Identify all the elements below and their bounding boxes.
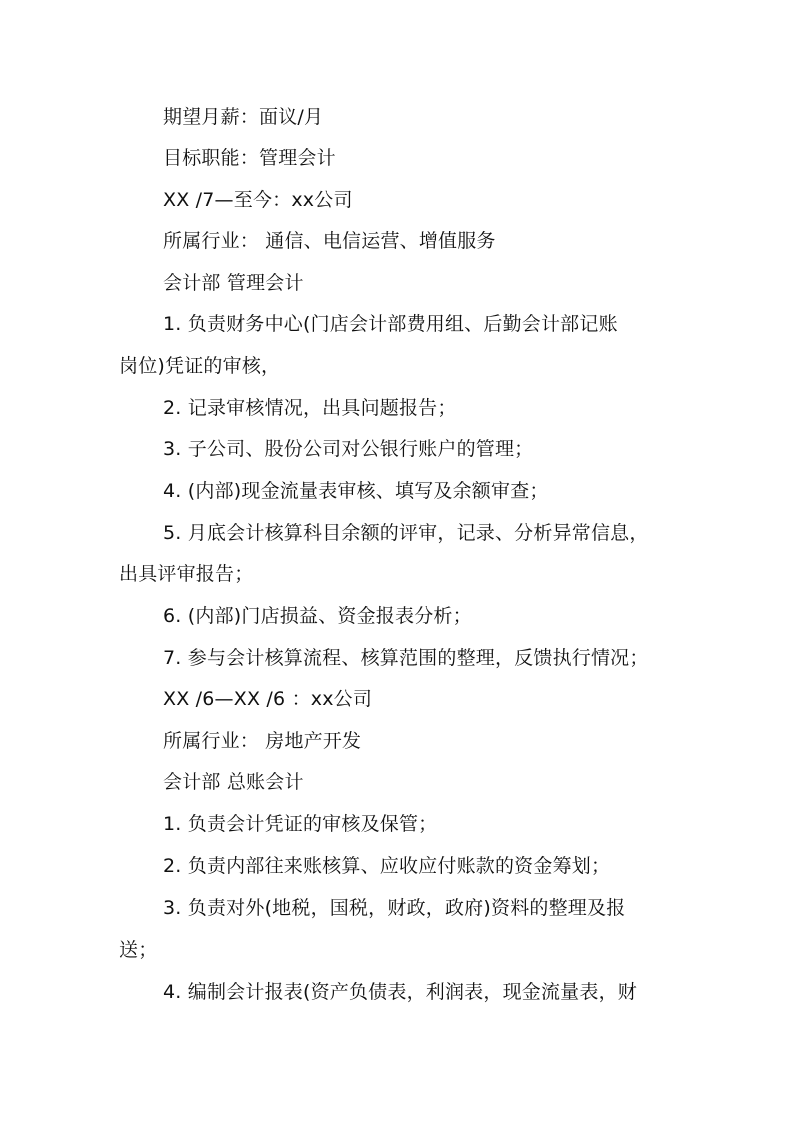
duty-item-1-1: 1. 负责财务中心(门店会计部费用组、后勤会计部记账: [163, 313, 618, 335]
duty-item-2-3-continuation: 送；: [119, 939, 158, 961]
duty-item-1-5: 5. 月底会计核算科目余额的评审，记录、分析异常信息，: [163, 522, 649, 544]
duty-item-1-6: 6. (内部)门店损益、资金报表分析；: [163, 605, 472, 627]
expected-salary-line: 期望月薪：面议/月: [163, 106, 324, 128]
duty-item-1-2: 2. 记录审核情况，出具问题报告；: [163, 397, 457, 419]
duty-item-1-1-continuation: 岗位)凭证的审核，: [119, 355, 281, 377]
duty-item-2-1: 1. 负责会计凭证的审核及保管；: [163, 813, 438, 835]
duty-item-1-7: 7. 参与会计核算流程、核算范围的整理，反馈执行情况；: [163, 647, 649, 669]
duty-item-2-4: 4. 编制会计报表(资产负债表，利润表，现金流量表，财: [163, 981, 637, 1003]
industry-line-2: 所属行业： 房地产开发: [163, 730, 362, 752]
duty-item-1-5-continuation: 出具评审报告；: [119, 563, 254, 585]
duty-item-2-3: 3. 负责对外(地税，国税，财政，政府)资料的整理及报: [163, 897, 626, 919]
duty-item-2-2: 2. 负责内部往来账核算、应收应付账款的资金筹划；: [163, 855, 611, 877]
job-period-line-1: XX /7—至今：xx公司: [163, 189, 353, 211]
job-period-line-2: XX /6—XX /6 ：xx公司: [163, 688, 373, 710]
target-function-line: 目标职能：管理会计: [163, 147, 336, 169]
department-role-line-1: 会计部 管理会计: [163, 272, 304, 294]
industry-line-1: 所属行业： 通信、电信运营、增值服务: [163, 230, 496, 252]
department-role-line-2: 会计部 总账会计: [163, 771, 304, 793]
duty-item-1-3: 3. 子公司、股份公司对公银行账户的管理；: [163, 438, 534, 460]
duty-item-1-4: 4. (内部)现金流量表审核、填写及余额审查；: [163, 480, 549, 502]
